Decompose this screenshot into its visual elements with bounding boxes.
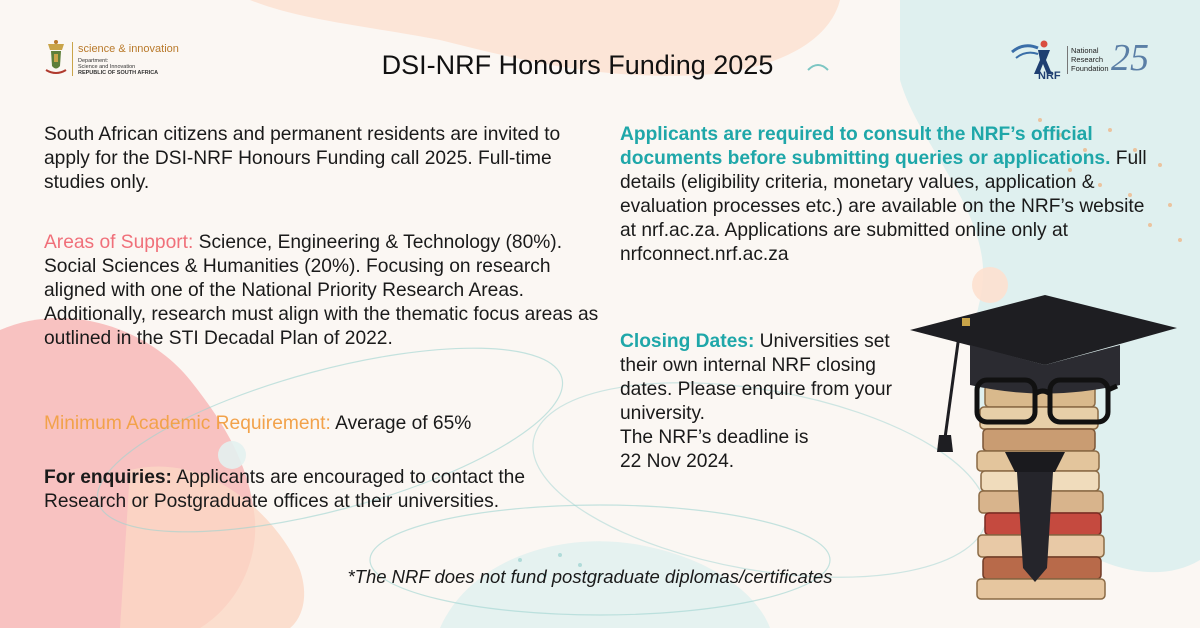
- dsi-tagline: science & innovation: [78, 43, 179, 55]
- nrf-divider: [1067, 46, 1068, 74]
- intro-text: South African citizens and permanent residents are invited to apply for the DSI-NRF Honours Funding call 2025. Full-time studies only.: [44, 124, 561, 193]
- nrf-name-line: National: [1071, 46, 1099, 55]
- areas-heading: Areas of Support:: [44, 232, 194, 253]
- consult-heading: Applicants are required to consult the NRF’s official documents before submitting queries or applications.: [620, 124, 1111, 169]
- consult-paragraph: [620, 123, 1160, 267]
- dsi-department-line: Science and Innovation: [78, 64, 136, 70]
- deadline-date: 22 Nov 2024.: [620, 451, 735, 472]
- consult-body: Full details (eligibility criteria, monetary values, application & evaluation processes etc.) are available on the NRF’s website at nrf.ac.za. Applications are submitted online only at nrfconnect.nrf.ac.za: [620, 148, 1147, 265]
- intro-paragraph: [44, 123, 604, 195]
- minimum-requirement-paragraph: [44, 412, 604, 436]
- dsi-department-line: Department:: [78, 58, 109, 64]
- footnote: *The NRF does not fund postgraduate diplomas/certificates: [347, 566, 833, 587]
- closing-heading: Closing Dates:: [620, 331, 755, 352]
- enquiries-paragraph: [44, 466, 604, 514]
- nrf-logo: [1010, 36, 1160, 86]
- areas-of-support-paragraph: [44, 231, 604, 351]
- closing-body: Universities set their own internal NRF closing dates. Please enquire from your university.: [620, 331, 892, 424]
- enquiries-body: Applicants are encouraged to contact the Research or Postgraduate offices at their universities.: [44, 467, 526, 512]
- nrf-name-line: Foundation: [1071, 64, 1109, 73]
- minimum-heading: Minimum Academic Requirement:: [44, 413, 331, 434]
- nrf-name-line: Research: [1071, 55, 1104, 64]
- nrf-anniversary-mark: 25: [1111, 37, 1149, 79]
- page-title: DSI-NRF Honours Funding 2025: [381, 50, 774, 80]
- enquiries-heading: For enquiries:: [44, 467, 172, 488]
- book-stack-graduate-icon: [905, 290, 1195, 600]
- decor-circle: [218, 441, 246, 469]
- nrf-abbr: NRF: [1038, 70, 1061, 80]
- dsi-country-line: REPUBLIC OF SOUTH AFRICA: [78, 70, 159, 76]
- nrf-person-icon: [1010, 38, 1066, 80]
- minimum-body: Average of 65%: [330, 413, 472, 434]
- areas-body: Science, Engineering & Technology (80%). Social Sciences & Humanities (20%). Focusing on research aligned with one of the National Priority Research Areas. Additionally, research must align with the thematic focus areas as outlined in the STI Decadal Plan of 2022.: [44, 232, 599, 349]
- closing-dates-paragraph: [620, 330, 920, 474]
- deadline-line: The NRF’s deadline is: [620, 427, 809, 448]
